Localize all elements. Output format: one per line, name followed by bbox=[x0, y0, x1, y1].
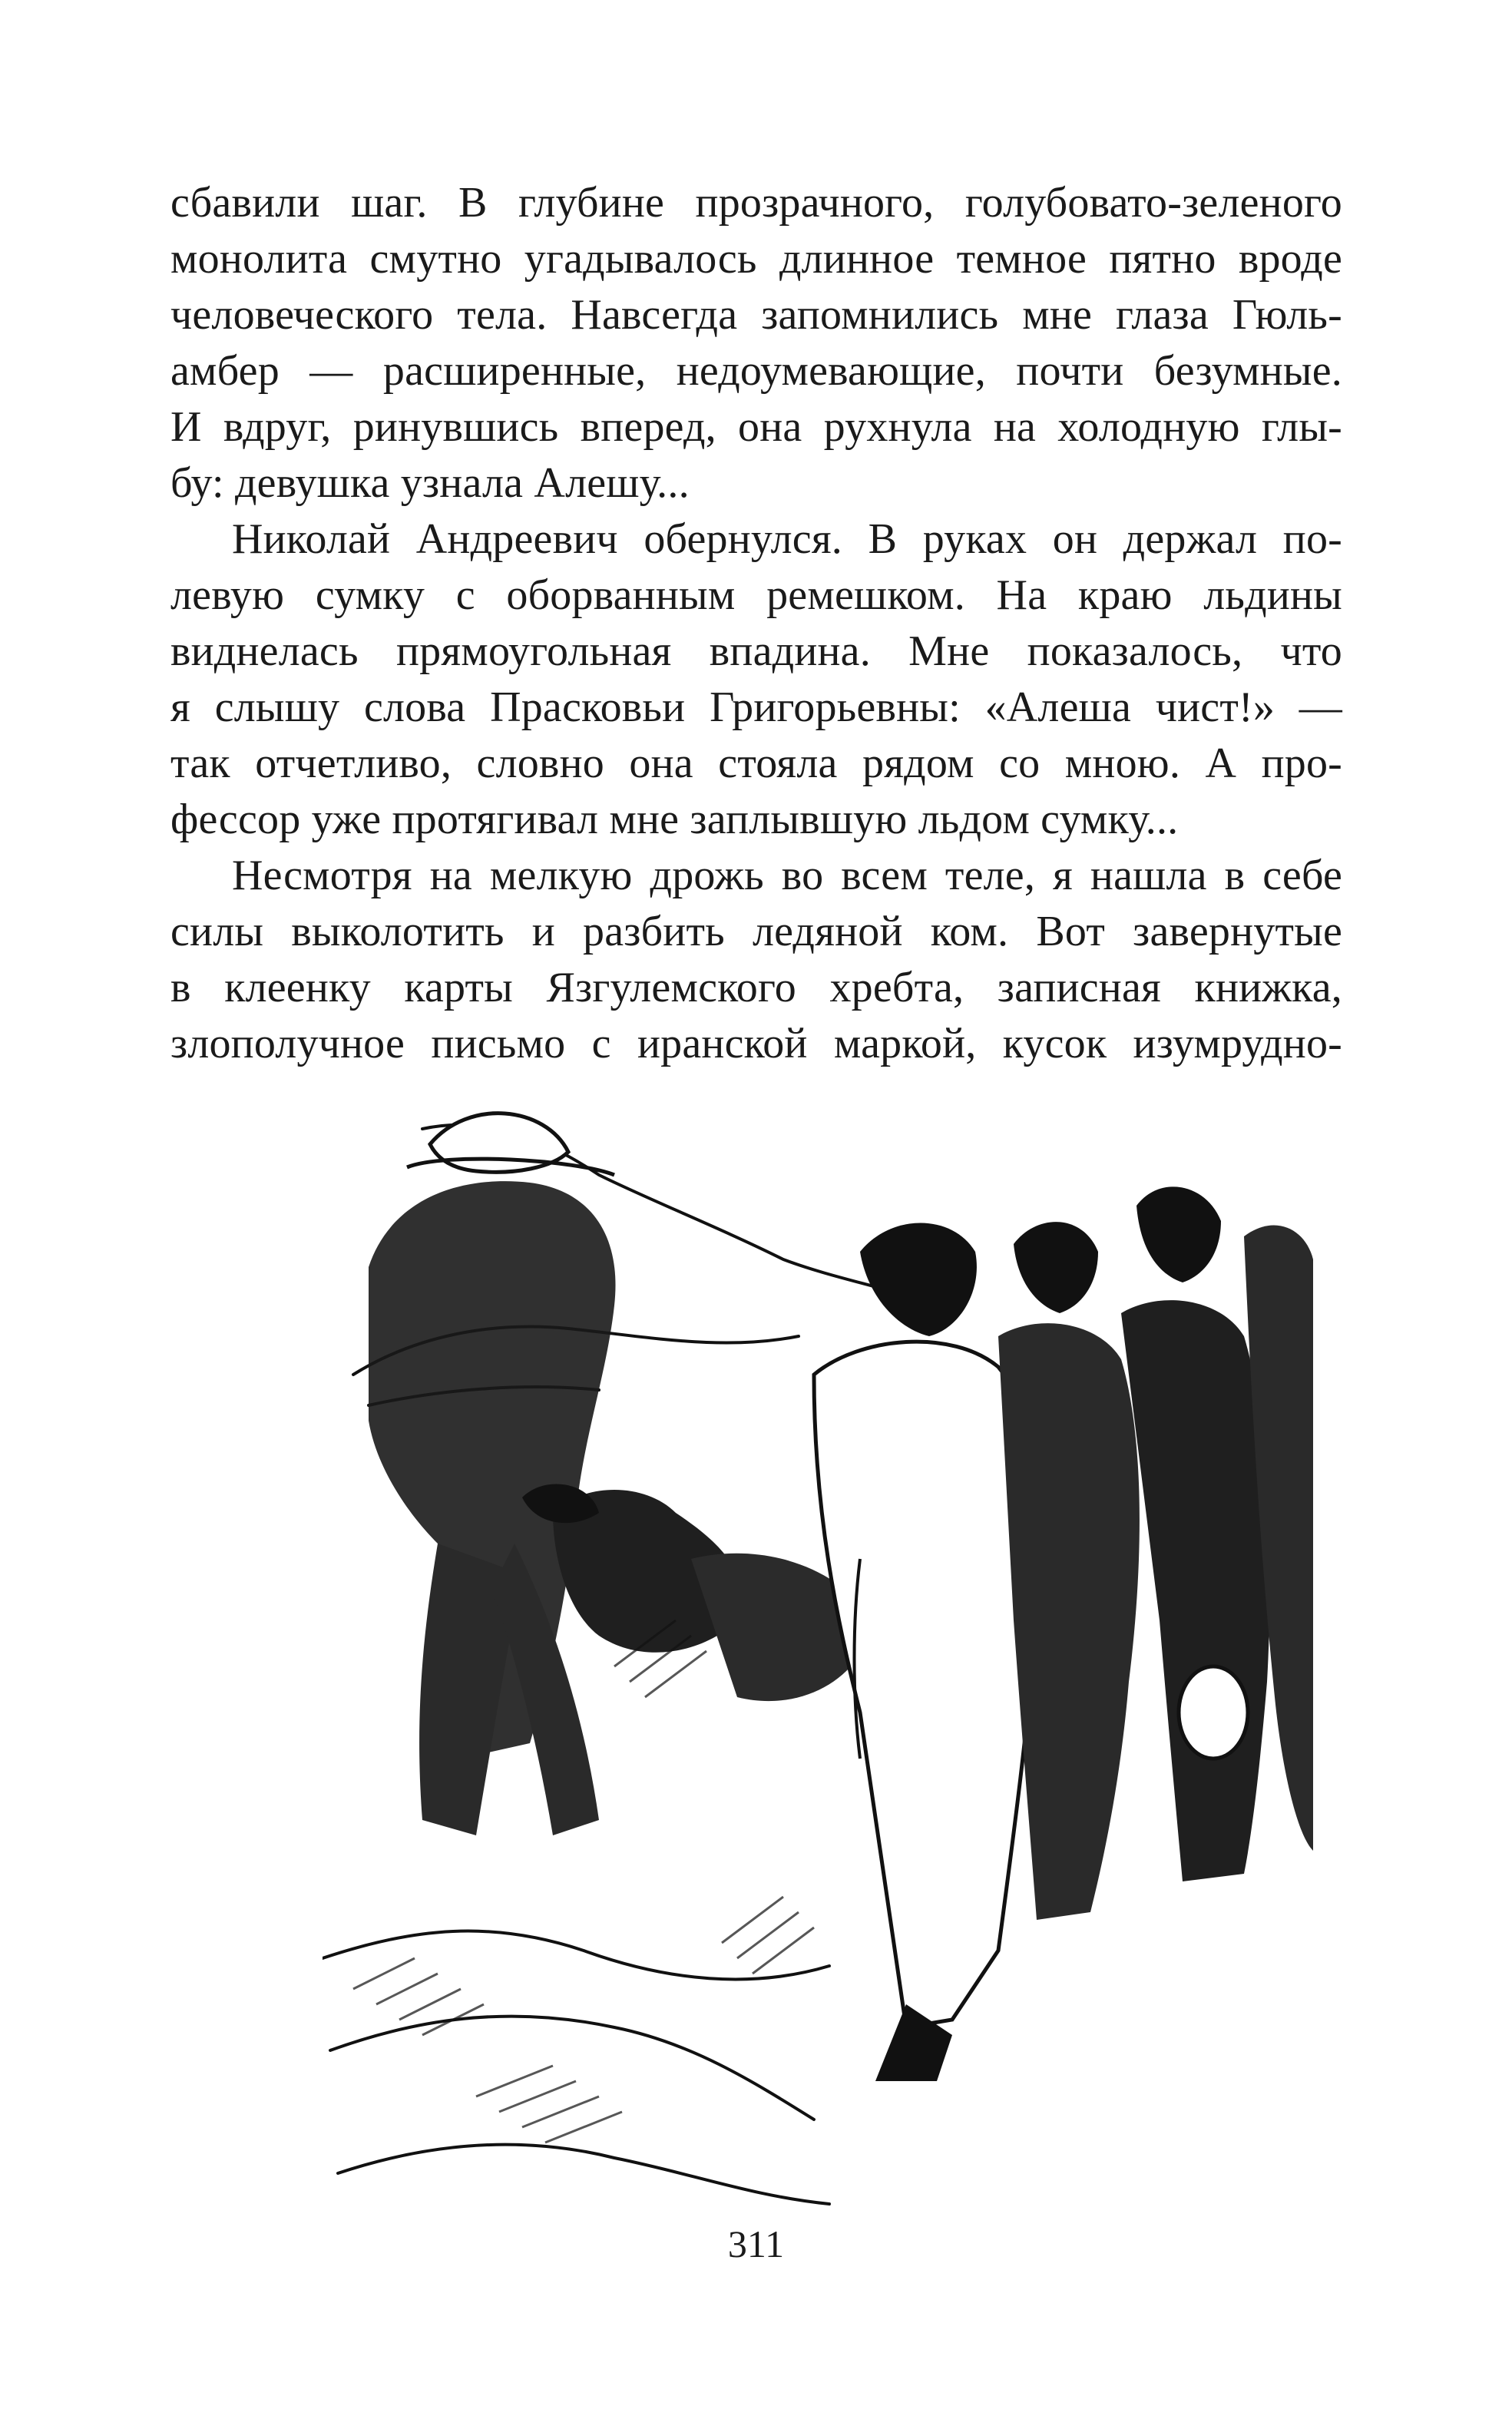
text-line: монолита смутно угадывалось длинное темное пятно вроде bbox=[170, 235, 1342, 283]
text-line: в клеенку карты Язгулемского хребта, записная книжка, bbox=[170, 964, 1342, 1011]
third-figure-body bbox=[1121, 1300, 1270, 1881]
held-hat bbox=[1179, 1666, 1248, 1759]
ground-line bbox=[330, 2017, 814, 2120]
text-line: левую сумку с оборванным ремешком. На краю льдины bbox=[170, 571, 1342, 619]
standing-group bbox=[814, 1186, 1313, 2081]
ink-illustration bbox=[323, 1083, 1313, 2212]
front-figure-head bbox=[860, 1223, 977, 1337]
second-figure-head bbox=[1014, 1222, 1098, 1313]
text-line: так отчетливо, словно она стояла рядом со мною. А про- bbox=[170, 740, 1342, 787]
paragraph-2 bbox=[170, 511, 1342, 848]
text-line: фессор уже протягивал мне заплывшую льдом сумку... bbox=[170, 796, 1179, 843]
text-line: силы выколотить и разбить ледяной ком. Вот завернутые bbox=[170, 908, 1342, 955]
text-line: злополучное письмо с иранской маркой, кусок изумрудно- bbox=[170, 1020, 1342, 1067]
text-line: Николай Андреевич обернулся. В руках он держал по- bbox=[232, 515, 1342, 563]
third-figure-head bbox=[1136, 1186, 1221, 1282]
text-line: бу: девушка узнала Алешу... bbox=[170, 459, 690, 507]
illustration-drawing bbox=[323, 1083, 1313, 2212]
ground-line bbox=[338, 2145, 829, 2204]
text-line: человеческого тела. Навсегда запомнились мне глаза Гюль- bbox=[170, 291, 1342, 339]
body-text bbox=[170, 175, 1342, 1072]
left-figure bbox=[369, 1114, 616, 1835]
page-number: 311 bbox=[727, 2222, 785, 2265]
text-line: виднелась прямоугольная впадина. Мне показалось, что bbox=[170, 627, 1342, 675]
paragraph-3 bbox=[170, 848, 1342, 1072]
text-line: Несмотря на мелкую дрожь во всем теле, я нашла в себе bbox=[232, 852, 1342, 899]
text-line: И вдруг, ринувшись вперед, она рухнула на холодную глы- bbox=[170, 403, 1342, 451]
text-line: я слышу слова Прасковьи Григорьевны: «Алеша чист!» — bbox=[170, 683, 1342, 731]
second-figure-body bbox=[998, 1323, 1140, 1920]
paragraph-1 bbox=[170, 175, 1342, 511]
text-line: амбер — расширенные, недоумевающие, почти безумные. bbox=[170, 347, 1342, 395]
text-line: сбавили шаг. В глубине прозрачного, голубовато-зеленого bbox=[170, 179, 1342, 227]
